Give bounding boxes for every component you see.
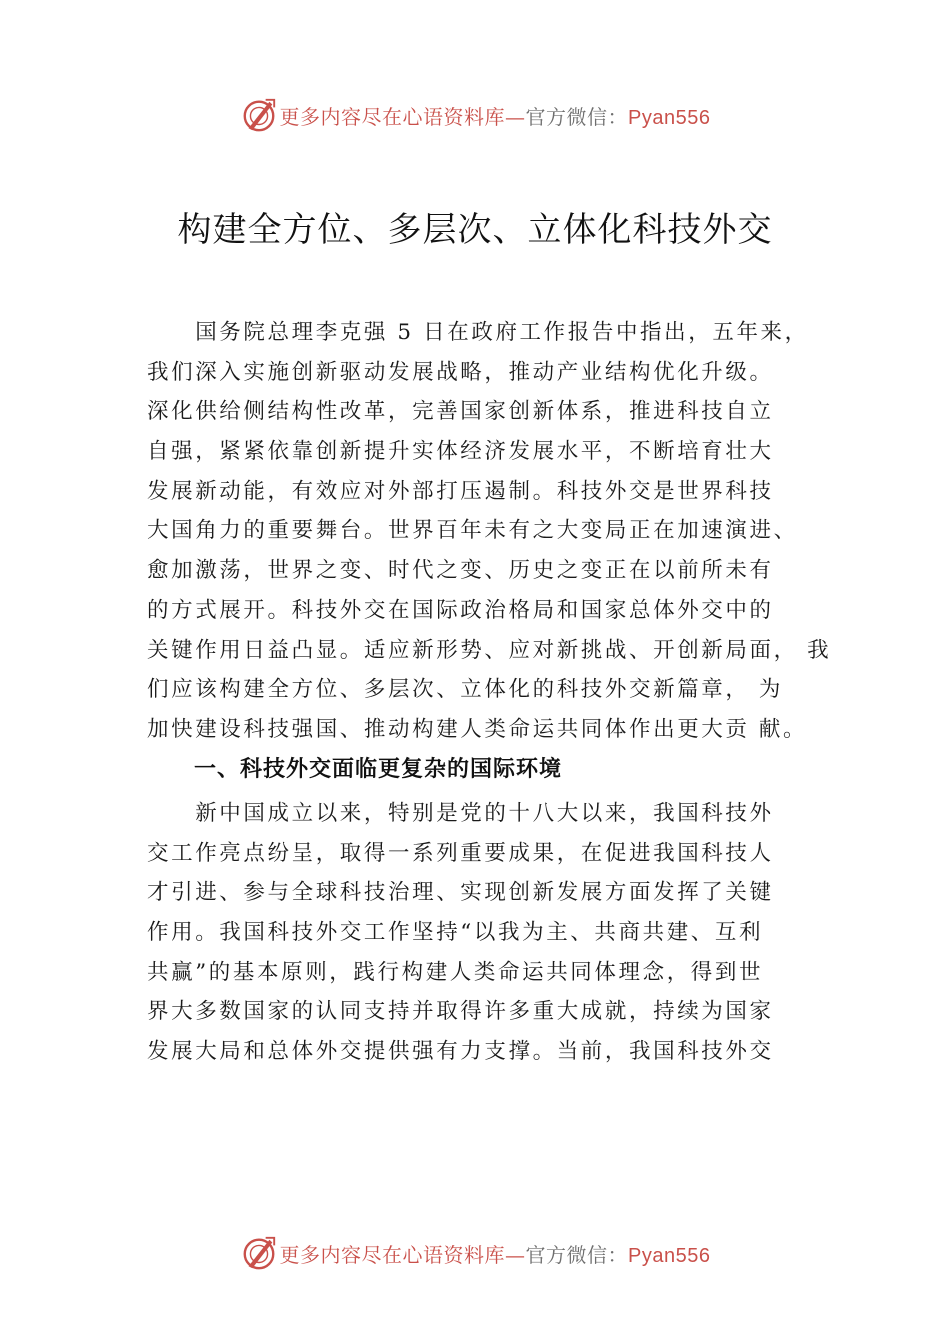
paragraph-line: 发展新动能，有效应对外部打压遏制。科技外交是世界科技 <box>147 478 774 504</box>
paragraph-line: 愈加激荡，世界之变、时代之变、历史之变正在以前所未有 <box>147 558 774 584</box>
paragraph-1 <box>147 313 837 750</box>
paragraph-line: 关键作用日益凸显。适应新形势、应对新挑战、开创新局面， 我 <box>147 637 832 663</box>
paragraph-line: 作用。我国科技外交工作坚持“以我为主、共商共建、互利 <box>147 920 764 946</box>
paragraph-line: 发展大局和总体外交提供强有力支撑。当前，我国科技外交 <box>147 1039 774 1065</box>
paragraph-line: 大国角力的重要舞台。世界百年未有之大变局正在加速演进、 <box>147 518 798 544</box>
footer-watermark-banner <box>0 1231 950 1275</box>
paragraph-line: 交工作亮点纷呈，取得一系列重要成果，在促进我国科技人 <box>147 840 774 866</box>
paragraph-line: 界大多数国家的认同支持并取得许多重大成就，持续为国家 <box>147 999 774 1025</box>
paragraph-line: 深化供给侧结构性改革，完善国家创新体系，推进科技自立 <box>147 399 774 425</box>
pen-circle-logo-icon <box>240 96 278 134</box>
paragraph-line: 自强，紧紧依靠创新提升实体经济发展水平，不断培育壮大 <box>147 439 774 465</box>
paragraph-2 <box>147 794 837 1072</box>
header-watermark-banner <box>0 93 950 137</box>
banner-text: 更多内容尽在心语资料库—官方微信：Pyan556 <box>279 1242 711 1267</box>
paragraph-line: 加快建设科技强国、推动构建人类命运共同体作出更大贡 献。 <box>147 716 808 742</box>
document-title: 构建全方位、多层次、立体化科技外交 <box>177 210 773 250</box>
paragraph-line: 国务院总理李克强 5 日在政府工作报告中指出，五年来， <box>147 320 809 345</box>
section-heading: 一、科技外交面临更复杂的国际环境 <box>194 757 563 782</box>
banner-text: 更多内容尽在心语资料库—官方微信：Pyan556 <box>279 104 711 129</box>
paragraph-line: 共赢”的基本原则，践行构建人类命运共同体理念，得到世 <box>147 959 764 985</box>
paragraph-line: 才引进、参与全球科技治理、实现创新发展方面发挥了关键 <box>147 880 774 906</box>
paragraph-line: 们应该构建全方位、多层次、立体化的科技外交新篇章， 为 <box>147 677 784 703</box>
paragraph-line: 我们深入实施创新驱动发展战略，推动产业结构优化升级。 <box>147 359 774 385</box>
paragraph-line: 的方式展开。科技外交在国际政治格局和国家总体外交中的 <box>147 597 774 623</box>
paragraph-line: 新中国成立以来，特别是党的十八大以来，我国科技外 <box>147 801 774 826</box>
pen-circle-logo-icon <box>240 1234 278 1272</box>
